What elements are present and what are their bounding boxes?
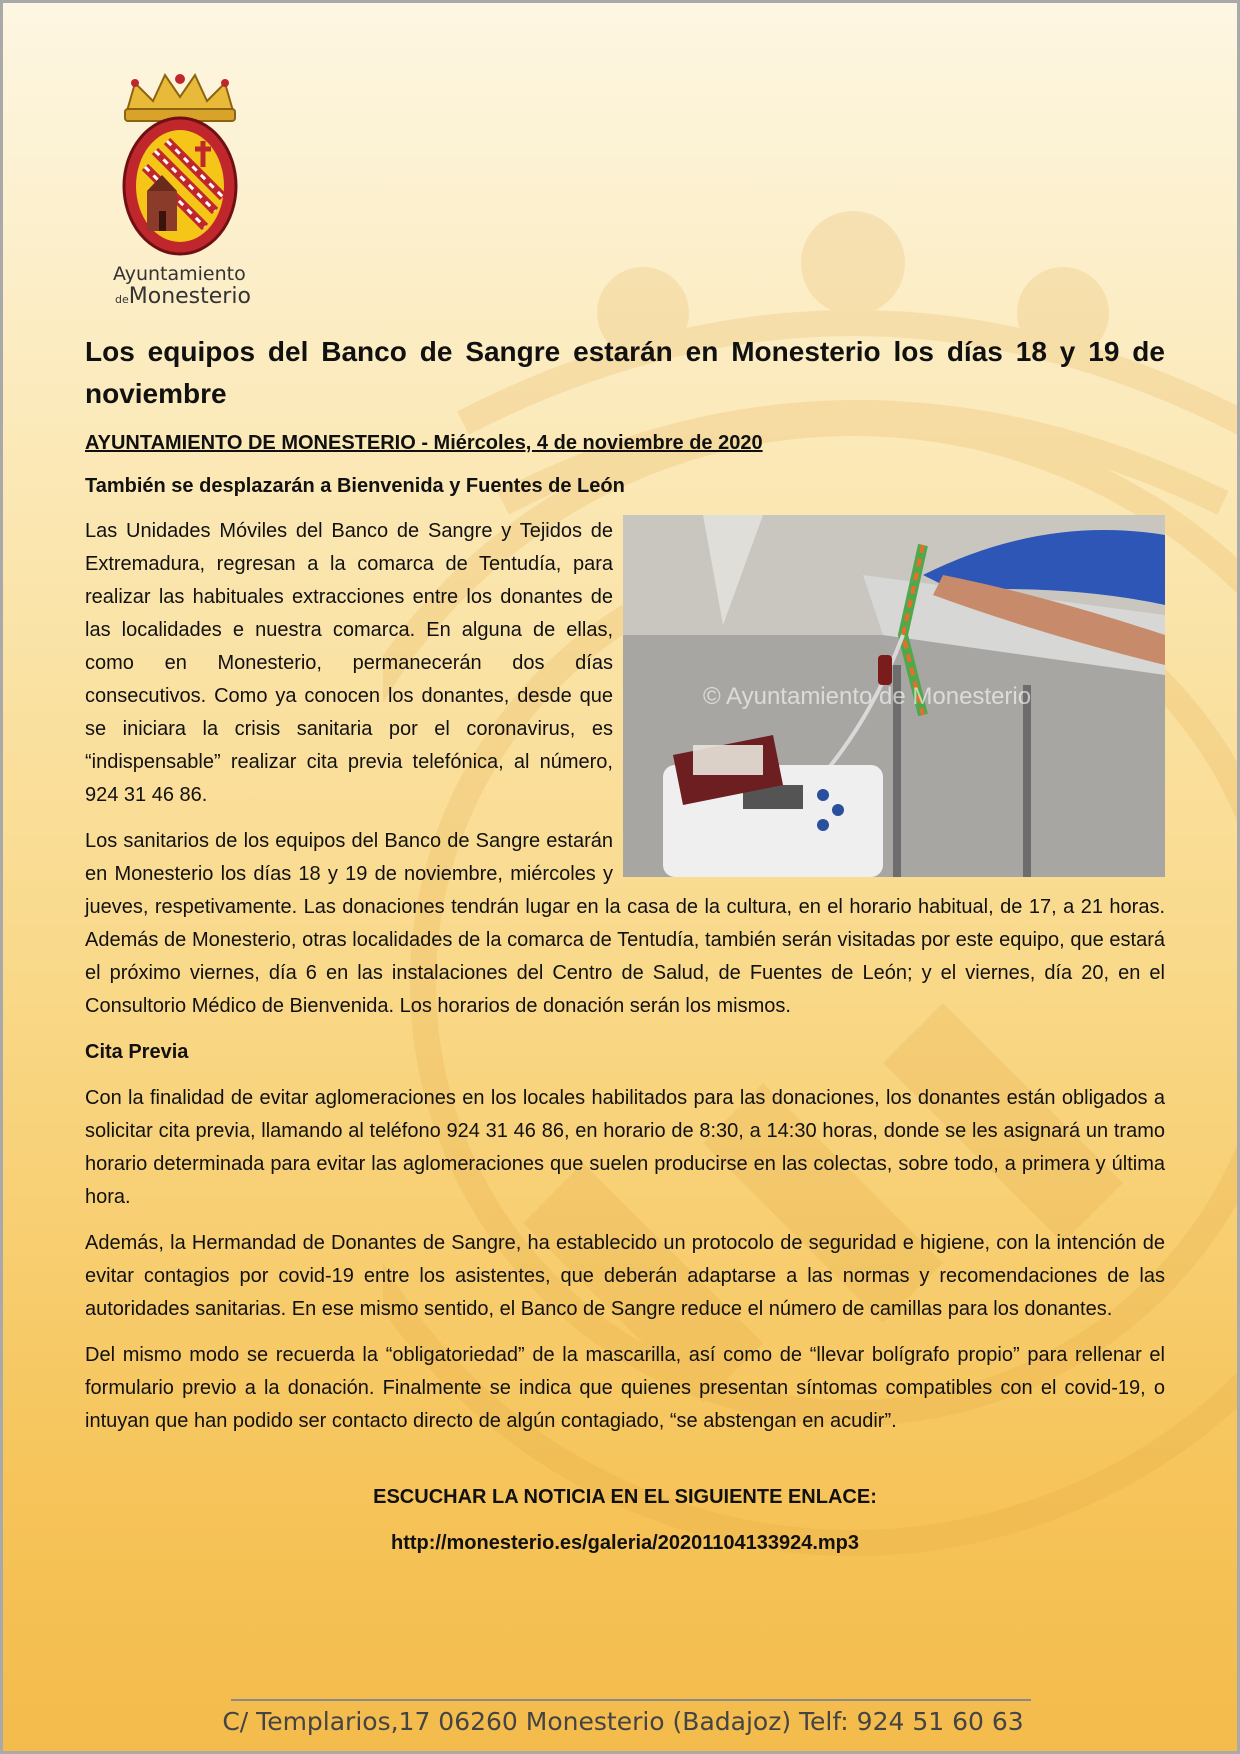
paragraph-4: Además, la Hermandad de Donantes de Sangre, ha establecido un protocolo de seguridad e higiene, con la intención de evitar contagios por covid-19 entre los asistentes, que deberán adaptarse a las normas y recomendaciones de las autoridades sanitarias. En ese mismo sentido, el Banco de Sangre reduce el número de camillas para los donantes. (85, 1232, 1165, 1320)
article (85, 331, 1165, 1573)
article-title: Los equipos del Banco de Sangre estarán en Monesterio los días 18 y 19 de noviembre (85, 336, 1165, 409)
listen-label: ESCUCHAR LA NOTICIA EN EL SIGUIENTE ENLACE: (373, 1486, 877, 1508)
coat-of-arms-icon (115, 71, 245, 261)
logo-line-2 (107, 285, 257, 308)
article-subtitle: También se desplazarán a Bienvenida y Fuentes de León (85, 475, 625, 497)
footer-address: C/ Templarios,17 06260 Monesterio (Badajoz) Telf: 924 51 60 63 (222, 1707, 1024, 1736)
photo-watermark: © Ayuntamiento de Monesterio (703, 683, 1032, 710)
logo-line-1: Ayuntamiento (113, 263, 246, 285)
audio-link[interactable]: http://monesterio.es/galeria/20201104133924.mp3 (390, 1532, 860, 1554)
paragraph-3: Con la finalidad de evitar aglomeraciones en los locales habilitados para las donaciones, los donantes están obligados a solicitar cita previa, llamando al teléfono 924 31 46 86, en horario de 8:30, a 14:30 horas, donde se les asignará un tramo horario determinada para evitar las aglomeraciones que suelen producirse en las colectas, sobre todo, a primera y última hora. (85, 1087, 1165, 1208)
paragraph-2: Los sanitarios de los equipos del Banco de Sangre estarán en Monesterio los días 18 y 19 de noviembre, miércoles y jueves, respetivamente. Las donaciones tendrán lugar en la casa de la cultura, en el horario habitual, de 17, a 21 horas. Además de Monesterio, otras localidades de la comarca de Tentudía, también serán visitadas por este equipo, que estará el próximo viernes, día 6 en las instalaciones del Centro de Salud, de Fuentes de León; y el viernes, día 20, en el Consultorio Médico de Bienvenida. Los horarios de donación serán los mismos. (85, 830, 1165, 1017)
municipality-logo (107, 71, 257, 308)
logo-prefix: de (115, 292, 129, 306)
article-byline: AYUNTAMIENTO DE MONESTERIO - Miércoles, 4 de noviembre de 2020 (85, 432, 763, 454)
logo-name: Monesterio (128, 283, 251, 309)
footer-divider (231, 1699, 1031, 1701)
section-title-cita-previa: Cita Previa (85, 1041, 189, 1063)
blood-donation-photo (623, 515, 1165, 877)
paragraph-5: Del mismo modo se recuerda la “obligatoriedad” de la mascarilla, así como de “llevar bolígrafo propio” para rellenar el formulario previo a la donación. Finalmente se indica que quienes presentan síntomas compatibles con el covid-19, o intuyan que han podido ser contacto directo de algún contagiado, “se abstengan en acudir”. (85, 1344, 1165, 1432)
paragraph-1: Las Unidades Móviles del Banco de Sangre y Tejidos de Extremadura, regresan a la comarca de Tentudía, para realizar las habituales extracciones entre los donantes de las localidades e nuestra comarca. En alguna de ellas, como en Monesterio, permanecerán dos días consecutivos. Como ya conocen los donantes, desde que se iniciara la crisis sanitaria por el coronavirus, es “indispensable” realizar cita previa telefónica, al número, 924 31 46 86. (85, 520, 613, 806)
